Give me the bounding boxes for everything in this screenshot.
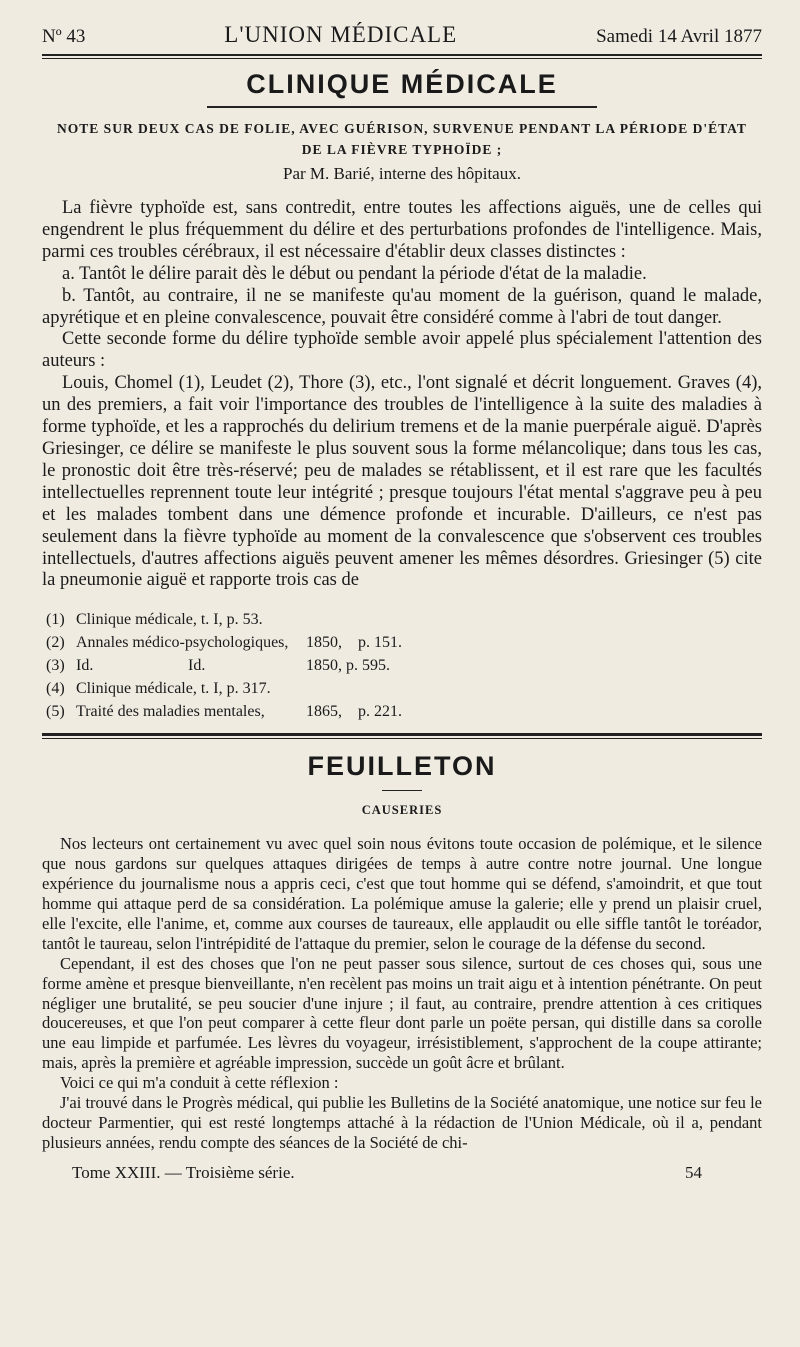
- feuilleton-paragraph: J'ai trouvé dans le Progrès médical, qui publie les Bulletins de la Société anatomique, une notice sur feu le docteur Parmentier, qui est resté longtemps attaché à la rédaction de l'Union Médicale, où il a, pendant plusieurs années, rendu compte des séances de la Société de chi-: [42, 1093, 762, 1152]
- journal-title: L'UNION MÉDICALE: [224, 22, 458, 47]
- page-number: 54: [685, 1162, 702, 1182]
- footnote-page: 1850, p. 595.: [306, 657, 390, 675]
- article-paragraph: La fièvre typhoïde est, sans contredit, entre toutes les affections aiguës, une de celles qui engendrent le plus fréquemment du délire et des perturbations profondes de l'intelligence. Mais, parmi ces troubles cérébraux, il est nécessaire d'établir deux classes distinctes :: [42, 198, 762, 262]
- issue-number: Nº 43: [42, 26, 86, 47]
- footnote-year: 1865,: [306, 703, 342, 721]
- feuilleton-paragraph: Nos lecteurs ont certainement vu avec quel soin nous évitons toute occasion de polémique, et le silence que nous gardons sur quelques attaques dirigées de temps à autre contre notre journal. Une longue expérience du journalisme nous a appris ceci, c'est que tout homme qui se défend, s'amoindrit, et que tout homme qui attaque perd de sa considération. La polémique amuse la galerie; elle y prend un plaisir cruel, elle l'excite, elle l'anime, et, comme aux courses de taureaux, elle applaudit ou elle siffle tantôt le toréador, tantôt le taureau, selon l'intrépidité de l'attaque du premier, selon le courage de la défense du second.: [42, 834, 762, 953]
- footnote-year: Id.: [188, 657, 206, 675]
- footnote: [46, 608, 762, 631]
- footnote-ref: Clinique médicale, t. I, p. 53.: [76, 611, 263, 629]
- footnote-number: (4): [46, 680, 65, 698]
- article-body: [42, 198, 762, 592]
- header-rule: [42, 54, 762, 56]
- footnote-ref: Id.: [76, 657, 94, 675]
- feuilleton-paragraph: Cependant, il est des choses que l'on ne peut passer sous silence, surtout de ces choses qui, sous une forme amène et presque bienveillante, n'en recèlent pas moins un trait aigu et à intention pénétrante. On peut négliger une brutalité, se peu soucier d'une injure ; il faut, au contraire, prendre attention à ces critiques doucereuses, et que l'on peut comparer à cette fleur dont parle un poëte persan, qui distille dans sa corolle une eau limpide et parfumée. Les lèvres du voyageur, irrésistiblement, s'approchent de la coupe attirante; mais, après la première et agréable impression, succède un goût âcre et brûlant.: [42, 953, 762, 1073]
- article-title: NOTE SUR DEUX CAS DE FOLIE, AVEC GUÉRISON, SURVENUE PENDANT LA PÉRIODE D'ÉTAT DE LA FIÈVRE TYPHOÏDE ;: [57, 121, 747, 157]
- footnote-number: (2): [46, 634, 65, 652]
- header-rule-thin: [42, 58, 762, 59]
- footnote-number: (3): [46, 657, 65, 675]
- article-paragraph: Cette seconde forme du délire typhoïde semble avoir appelé plus spécialement l'attention des auteurs :: [42, 329, 762, 372]
- feuilleton-title: FEUILLETON: [307, 751, 497, 782]
- footnote-number: (5): [46, 703, 65, 721]
- feuilleton-divider-thin: [42, 738, 762, 739]
- footnote-ref: Traité des maladies mentales,: [76, 703, 265, 721]
- footnote: [46, 654, 762, 677]
- feuilleton-subtitle: CAUSERIES: [361, 803, 443, 818]
- feuilleton-body: [42, 834, 762, 1153]
- section-title: CLINIQUE MÉDICALE: [246, 69, 558, 99]
- page-header: [42, 22, 762, 48]
- footnote-ref: Annales médico-psychologiques,: [76, 634, 289, 652]
- article-paragraph: a. Tantôt le délire parait dès le début ou pendant la période d'état de la maladie.: [62, 263, 647, 284]
- footnote: [46, 677, 762, 700]
- footnote-page: p. 221.: [358, 703, 402, 721]
- footnote-number: (1): [46, 611, 65, 629]
- issue-date: Samedi 14 Avril 1877: [596, 26, 762, 47]
- article-byline: Par M. Barié, interne des hôpitaux.: [283, 164, 521, 183]
- footnotes: [42, 608, 762, 723]
- feuilleton-divider: [42, 733, 762, 736]
- article-paragraph: b. Tantôt, au contraire, il ne se manifeste qu'au moment de la guérison, quand le malade, apyrétique et en pleine convalescence, pouvait être considéré comme à l'abri de tout danger.: [42, 285, 762, 328]
- volume-label: Tome XXIII. — Troisième série.: [72, 1162, 295, 1182]
- footnote: [46, 700, 762, 723]
- section-title-rule: [207, 106, 597, 108]
- page-footer: [42, 1163, 762, 1183]
- footnote-year: 1850,: [306, 634, 342, 652]
- footnote-ref: Clinique médicale, t. I, p. 317.: [76, 680, 271, 698]
- footnote: [46, 631, 762, 654]
- article-paragraph: Louis, Chomel (1), Leudet (2), Thore (3), etc., l'ont signalé et décrit longuement. Graves (4), un des premiers, a fait voir l'importance des troubles de l'intelligence à la suite des maladies à forme typhoïde, et les a rapprochés du delirium tremens et de la manie puerpérale aiguë. D'après Griesinger, ce délire se manifeste le plus souvent sous la forme mélancolique; dans tous les cas, le pronostic doit être très-réservé; peu de malades se rétablissent, et il est rare que les facultés intellectuelles reprennent toute leur intégrité ; presque toujours l'état mental s'aggrave peu à peu et les malades tombent dans une démence profonde et incurable. D'ailleurs, ce n'est pas seulement dans la fièvre typhoïde au moment de la convalescence que s'observent ces troubles intellectuels, d'autres affections aiguës peuvent amener les mêmes désordres. Griesinger (5) cite la pneumonie aiguë et rapporte trois cas de: [42, 373, 762, 591]
- footnote-page: p. 151.: [358, 634, 402, 652]
- feuilleton-paragraph: Voici ce qui m'a conduit à cette réflexion :: [60, 1073, 339, 1093]
- feuilleton-title-rule: [382, 790, 422, 791]
